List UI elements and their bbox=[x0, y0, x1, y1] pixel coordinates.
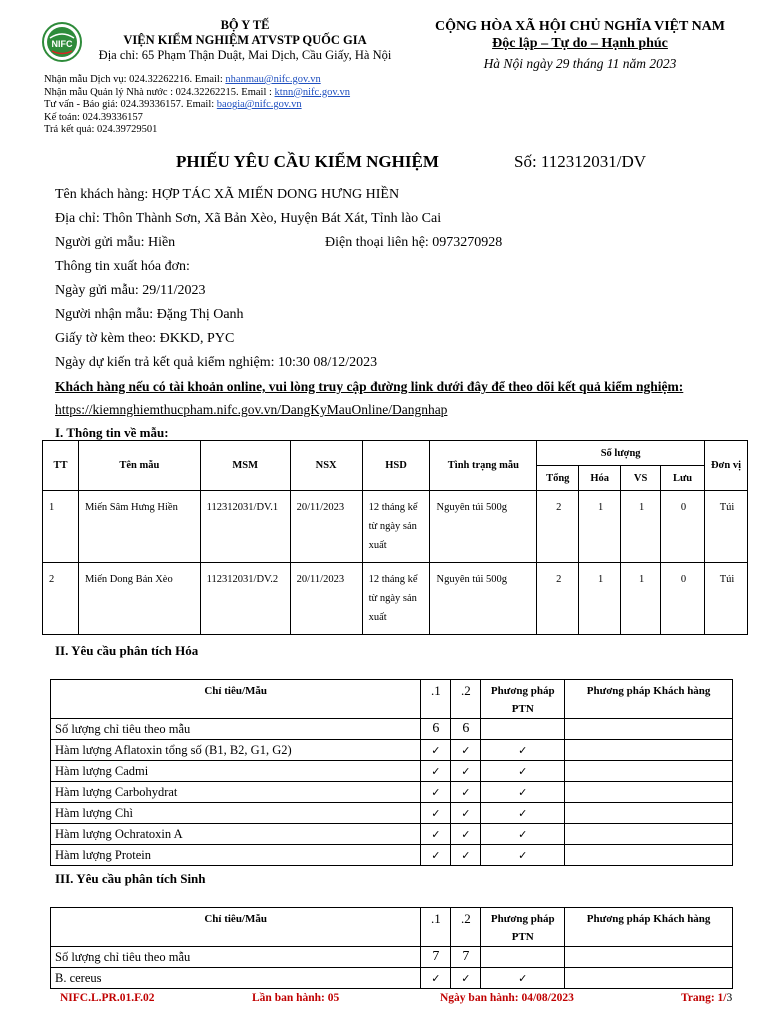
online-link[interactable]: https://kiemnghiemthucpham.nifc.gov.vn/DangKyMauOnline/Dangnhap bbox=[55, 402, 448, 417]
check-icon: ✓ bbox=[481, 803, 565, 824]
col-customer-method: Phương pháp Khách hàng bbox=[565, 680, 733, 719]
chemical-request-table bbox=[50, 679, 733, 866]
expected-result-date: Ngày dự kiến trả kết quả kiểm nghiệm: 10:30 08/12/2023 bbox=[55, 355, 378, 370]
check-icon: ✓ bbox=[421, 968, 451, 989]
check-icon: ✓ bbox=[481, 761, 565, 782]
nifc-logo bbox=[42, 22, 82, 62]
table-row: Hàm lượng Aflatoxin tổng số (B1, B2, G1, G2) ✓ ✓ ✓ bbox=[51, 740, 733, 761]
check-icon: ✓ bbox=[451, 845, 481, 866]
page-number: Trang: 1/3 bbox=[681, 992, 733, 1004]
check-icon: ✓ bbox=[451, 761, 481, 782]
table-row: 2 Miến Dong Bản Xèo 112312031/DV.2 20/11/2023 12 tháng kể từ ngày sản xuất Nguyên túi 500g 2 1 1 0 Túi bbox=[43, 563, 748, 635]
col-tt: TT bbox=[43, 441, 79, 491]
contact-line: Nhận mẫu Quản lý Nhà nước : 024.32262215. Email : ktnn@nifc.gov.vn bbox=[44, 86, 351, 98]
ministry-name: BỘ Y TẾ bbox=[220, 18, 270, 32]
edition: Lần ban hành: 05 bbox=[252, 992, 340, 1004]
logo-text: NIFC bbox=[51, 39, 73, 49]
contact-line: Nhận mẫu Dịch vụ: 024.32262216. Email: nhanmau@nifc.gov.vn bbox=[44, 74, 321, 85]
attachments: Giấy tờ kèm theo: ĐKKD, PYC bbox=[55, 331, 235, 346]
republic-name: CỘNG HÒA XÃ HỘI CHỦ NGHĨA VIỆT NAM bbox=[434, 19, 725, 34]
col-chem: Hóa bbox=[579, 466, 621, 491]
col-keep: Lưu bbox=[661, 466, 705, 491]
customer-address: Địa chỉ: Thôn Thành Sơn, Xã Bản Xèo, Huyện Bát Xát, Tỉnh lào Cai bbox=[55, 211, 442, 226]
check-icon: ✓ bbox=[421, 761, 451, 782]
check-icon: ✓ bbox=[481, 845, 565, 866]
col-msm: MSM bbox=[200, 441, 290, 491]
send-date: Ngày gửi mẫu: 29/11/2023 bbox=[55, 283, 206, 298]
check-icon: ✓ bbox=[421, 740, 451, 761]
col-total: Tổng bbox=[537, 466, 579, 491]
col-customer-method: Phương pháp Khách hàng bbox=[565, 908, 733, 947]
receiver-name: Người nhận mẫu: Đặng Thị Oanh bbox=[55, 307, 244, 322]
sender-name: Người gửi mẫu: Hiền bbox=[55, 235, 176, 250]
col-lab-method: Phương pháp PTN bbox=[481, 680, 565, 719]
contact-line: Tư vấn - Báo giá: 024.39336157. Email: baogia@nifc.gov.vn bbox=[44, 99, 302, 111]
table-row: Số lượng chỉ tiêu theo mẫu 7 7 bbox=[51, 947, 733, 968]
table-row: B. cereus ✓ ✓ ✓ bbox=[51, 968, 733, 989]
col-sample-2: .2 bbox=[451, 908, 481, 947]
section-chemical-title: II. Yêu cầu phân tích Hóa bbox=[55, 643, 199, 658]
invoice-info: Thông tin xuất hóa đơn: bbox=[55, 259, 190, 274]
table-row: Hàm lượng Chì ✓ ✓ ✓ bbox=[51, 803, 733, 824]
table-row: Hàm lượng Ochratoxin A ✓ ✓ ✓ bbox=[51, 824, 733, 845]
email-link[interactable]: baogia@nifc.gov.vn bbox=[216, 99, 302, 111]
contact-phone: Điện thoại liên hệ: 0973270928 bbox=[325, 235, 503, 250]
check-icon: ✓ bbox=[421, 782, 451, 803]
check-icon: ✓ bbox=[421, 803, 451, 824]
check-icon: ✓ bbox=[451, 968, 481, 989]
check-icon: ✓ bbox=[451, 740, 481, 761]
online-notice: Khách hàng nếu có tài khoản online, vui lòng truy cập đường link dưới đây để theo dõi kết quả kiểm nghiệm: bbox=[55, 379, 684, 394]
institute-address: Địa chỉ: 65 Phạm Thận Duật, Mai Dịch, Cầu Giấy, Hà Nội bbox=[98, 48, 392, 62]
institute-name: VIỆN KIỂM NGHIỆM ATVSTP QUỐC GIA bbox=[123, 33, 367, 47]
check-icon: ✓ bbox=[481, 824, 565, 845]
col-criteria: Chỉ tiêu/Mẫu bbox=[51, 680, 421, 719]
check-icon: ✓ bbox=[481, 740, 565, 761]
contact-line: Trả kết quả: 024.39729501 bbox=[44, 124, 158, 136]
col-unit: Đơn vị bbox=[704, 441, 747, 491]
check-icon: ✓ bbox=[481, 782, 565, 803]
contact-list bbox=[44, 74, 350, 137]
col-status: Tình trạng mẫu bbox=[430, 441, 537, 491]
biological-request-table bbox=[50, 907, 733, 989]
col-lab-method: Phương pháp PTN bbox=[481, 908, 565, 947]
check-icon: ✓ bbox=[451, 803, 481, 824]
document-date: Hà Nội ngày 29 tháng 11 năm 2023 bbox=[483, 56, 677, 71]
check-icon: ✓ bbox=[451, 824, 481, 845]
check-icon: ✓ bbox=[421, 824, 451, 845]
customer-name: Tên khách hàng: HỢP TÁC XÃ MIẾN DONG HƯNG HIỀN bbox=[55, 187, 400, 202]
table-row: Số lượng chỉ tiêu theo mẫu 6 6 bbox=[51, 719, 733, 740]
table-row: Hàm lượng Protein ✓ ✓ ✓ bbox=[51, 845, 733, 866]
sample-table bbox=[42, 440, 748, 635]
contact-line: Kế toán: 024.39336157 bbox=[44, 111, 143, 123]
col-hsd: HSD bbox=[362, 441, 430, 491]
col-sample-1: .1 bbox=[421, 680, 451, 719]
form-code: NIFC.L.PR.01.F.02 bbox=[60, 992, 155, 1004]
check-icon: ✓ bbox=[421, 845, 451, 866]
col-criteria: Chỉ tiêu/Mẫu bbox=[51, 908, 421, 947]
document-title: PHIẾU YÊU CẦU KIỂM NGHIỆM bbox=[176, 152, 439, 171]
col-sample-1: .1 bbox=[421, 908, 451, 947]
section-biological-title: III. Yêu cầu phân tích Sinh bbox=[55, 871, 206, 886]
col-name: Tên mẫu bbox=[78, 441, 200, 491]
email-link[interactable]: nhanmau@nifc.gov.vn bbox=[225, 74, 321, 85]
header-left bbox=[90, 18, 400, 63]
email-link[interactable]: ktnn@nifc.gov.vn bbox=[274, 86, 351, 98]
col-nsx: NSX bbox=[290, 441, 362, 491]
table-row: 1 Miến Sâm Hưng Hiền 112312031/DV.1 20/11/2023 12 tháng kể từ ngày sản xuất Nguyên túi 500g 2 1 1 0 Túi bbox=[43, 491, 748, 563]
check-icon: ✓ bbox=[481, 968, 565, 989]
check-icon: ✓ bbox=[451, 782, 481, 803]
col-quantity: Số lượng bbox=[537, 441, 705, 466]
col-sample-2: .2 bbox=[451, 680, 481, 719]
document-number: Số: 112312031/DV bbox=[514, 152, 647, 171]
header-right bbox=[410, 18, 750, 72]
table-row: Hàm lượng Carbohydrat ✓ ✓ ✓ bbox=[51, 782, 733, 803]
national-motto: Độc lập – Tự do – Hạnh phúc bbox=[492, 36, 668, 51]
table-row: Hàm lượng Cadmi ✓ ✓ ✓ bbox=[51, 761, 733, 782]
section-sample-info-title: I. Thông tin về mẫu: bbox=[55, 425, 169, 440]
issue-date: Ngày ban hành: 04/08/2023 bbox=[440, 992, 574, 1004]
col-vs: VS bbox=[621, 466, 661, 491]
